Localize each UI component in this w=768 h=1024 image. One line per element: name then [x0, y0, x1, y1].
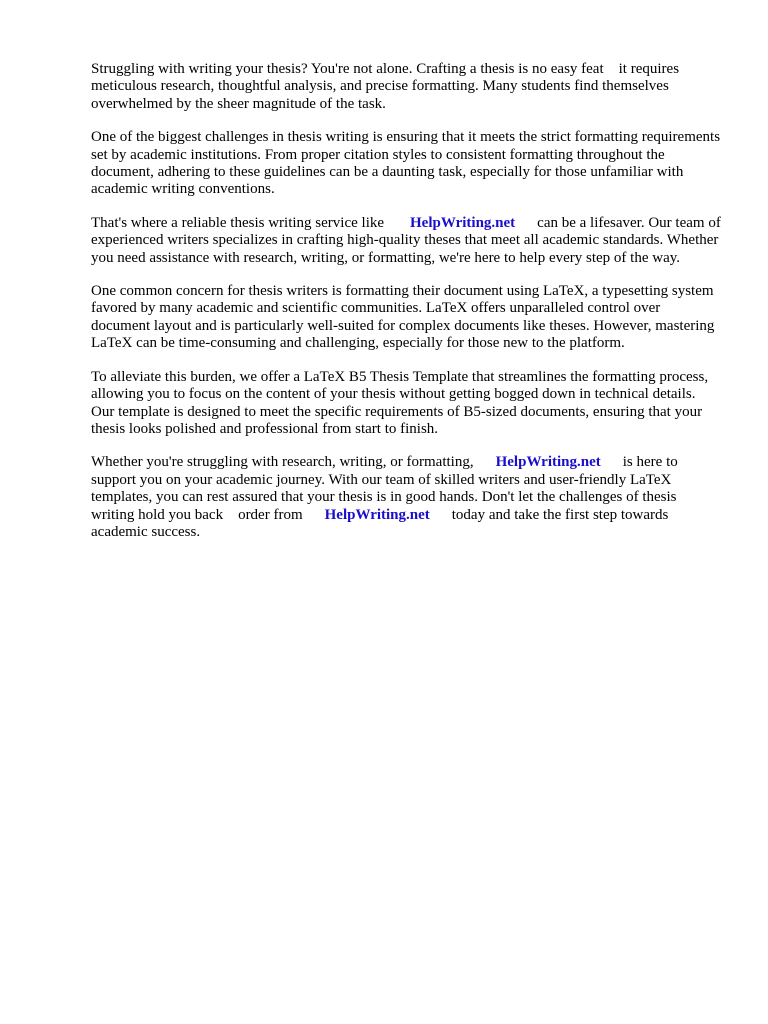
document-page [91, 61, 721, 557]
paragraph-formatting-challenges [91, 129, 721, 199]
paragraph-closing-after: today and take the first step towards academic success. [91, 506, 669, 540]
paragraph-service-after: can be a lifesaver. Our team of experienced writers specializes in crafting high-quality theses that meet all academic standards. Whether you need assistance with research, writing, or formatting, we're here to help every step of the way. [91, 214, 721, 266]
paragraph-service [91, 215, 721, 267]
paragraph-closing-before: Whether you're struggling with research, writing, or formatting, [91, 454, 474, 471]
paragraph-template-text: To alleviate this burden, we offer a LaTeX B5 Thesis Template that streamlines the formatting process, allowing you to focus on the content of your thesis without getting bogged down in technical details. Our template is designed to meet the specific requirements of B5-sized documents, ensuring that your thesis looks polished and professional from start to finish. [91, 368, 709, 437]
helpwriting-link[interactable]: HelpWriting.net [410, 214, 516, 231]
paragraph-closing-middle: is here to support you on your academic journey. With our team of skilled writers and user-friendly LaTeX templates, you can rest assured that your thesis is in good hands. Don't let the challenges of thesis writing hold you back order from [91, 454, 678, 523]
paragraph-latex-concern [91, 283, 721, 353]
paragraph-closing [91, 454, 721, 541]
paragraph-intro [91, 61, 721, 113]
paragraph-service-before: That's where a reliable thesis writing service like [91, 214, 385, 231]
helpwriting-link[interactable]: HelpWriting.net [324, 506, 430, 523]
paragraph-intro-text: Struggling with writing your thesis? You're not alone. Crafting a thesis is no easy feat it requires meticulous research, thoughtful analysis, and precise formatting. Many students find themselves overwhelmed by the sheer magnitude of the task. [91, 61, 680, 112]
helpwriting-link[interactable]: HelpWriting.net [495, 454, 601, 471]
paragraph-latex-concern-text: One common concern for thesis writers is formatting their document using LaTeX, a typesetting system favored by many academic and scientific communities. LaTeX offers unparalleled control over document layout and is particularly well-suited for complex documents like theses. However, mastering LaTeX can be time-consuming and challenging, especially for those new to the platform. [91, 283, 715, 352]
paragraph-template [91, 369, 721, 439]
paragraph-formatting-challenges-text: One of the biggest challenges in thesis writing is ensuring that it meets the strict formatting requirements set by academic institutions. From proper citation styles to consistent formatting throughout the document, adhering to these guidelines can be a daunting task, especially for those unfamiliar with academic writing conventions. [91, 129, 721, 198]
